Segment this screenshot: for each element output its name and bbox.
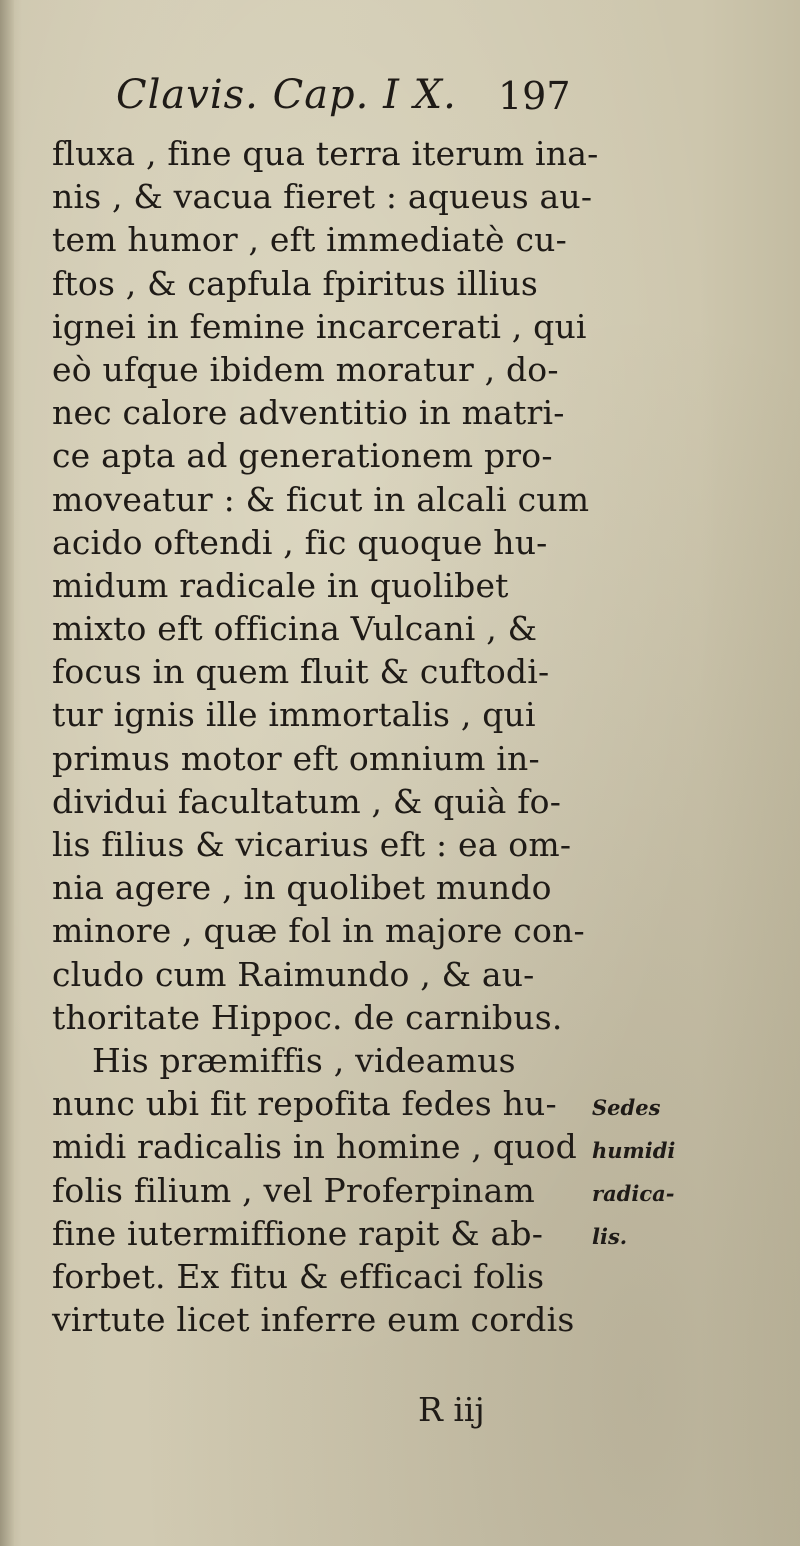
text-line: minore , quæ fol in majore con- <box>52 911 585 951</box>
text-line: eò ufque ibidem moratur , do- <box>52 349 559 389</box>
text-line: acido oftendi , fic quoque hu- <box>52 522 548 562</box>
page-header <box>116 72 636 134</box>
text-line: dividui facultatum , & quià fo- <box>52 781 562 821</box>
margin-note-line: lis. <box>592 1224 628 1249</box>
margin-note-line: Sedes <box>592 1095 661 1120</box>
text-line: mixto eft officina Vulcani , & <box>52 609 538 649</box>
text-line: nis , & vacua fieret : aqueus au- <box>52 177 593 217</box>
margin-note-line: radica- <box>592 1181 675 1206</box>
text-line: nia agere , in quolibet mundo <box>52 868 552 908</box>
body-text <box>52 132 612 1341</box>
text-line: lis filius & vicarius eft : ea om- <box>52 825 572 864</box>
text-line: tem humor , eft immediatè cu- <box>52 220 567 260</box>
paragraph-start-line: His præmiffis , videamus <box>92 1040 516 1080</box>
text-line: forbet. Ex fitu & efficaci folis <box>52 1256 545 1296</box>
text-line: ftos , & capfula fpiritus illius <box>52 263 539 303</box>
text-line: midi radicalis in homine , quod <box>52 1127 577 1167</box>
text-line: virtute licet inferre eum cordis <box>52 1300 575 1340</box>
text-line: ce apta ad generationem pro- <box>52 436 553 476</box>
text-line: focus in quem fluit & cuftodi- <box>52 652 550 692</box>
signature-mark: R iij <box>418 1390 485 1429</box>
running-head: Clavis. Cap. I X. <box>116 72 457 118</box>
page-number: 197 <box>498 74 571 118</box>
text-line: fluxa , fine qua terra iterum ina- <box>52 134 599 173</box>
text-line: nunc ubi fit repofita fedes hu- <box>52 1084 557 1124</box>
text-line: ignei in femine incarcerati , qui <box>52 306 587 346</box>
text-line: fine iutermiffione rapit & ab- <box>52 1213 544 1253</box>
text-line: nec calore adventitio in matri- <box>52 393 565 433</box>
margin-note-line: humidi <box>592 1138 676 1163</box>
text-line: midum radicale in quolibet <box>52 565 509 605</box>
text-line: moveatur : & ficut in alcali cum <box>52 479 590 519</box>
page-binding-edge <box>0 0 14 1546</box>
text-line: folis filium , vel Proferpinam <box>52 1170 535 1210</box>
text-line: thoritate Hippoc. de carnibus. <box>52 997 563 1037</box>
text-line: cludo cum Raimundo , & au- <box>52 954 535 994</box>
text-line: primus motor eft omnium in- <box>52 738 540 778</box>
text-line: tur ignis ille immortalis , qui <box>52 695 536 735</box>
margin-note <box>592 1086 722 1258</box>
